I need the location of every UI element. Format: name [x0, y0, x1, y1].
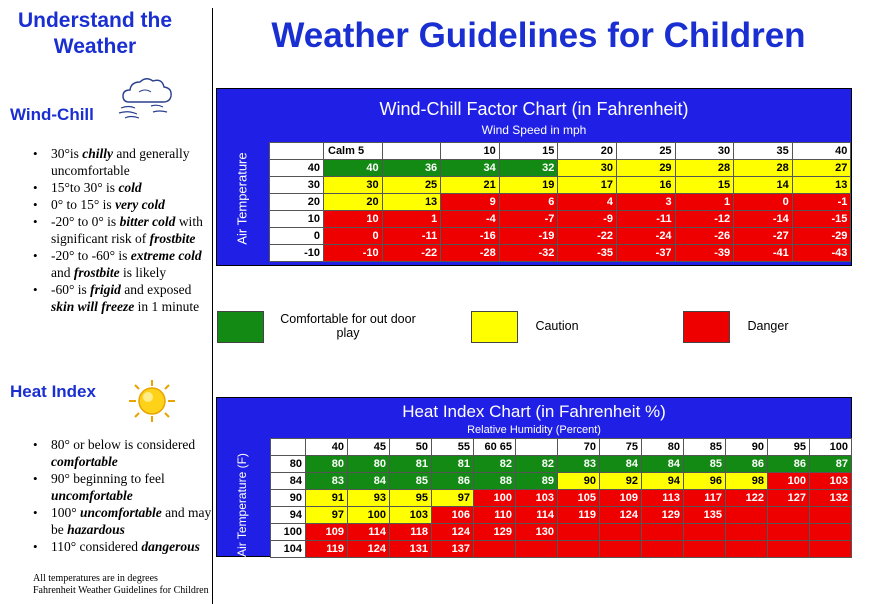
footnote	[33, 573, 209, 597]
table-cell: 129	[474, 524, 516, 541]
table-cell: 124	[600, 507, 642, 524]
table-cell: 30	[558, 160, 617, 177]
column-header: 50	[390, 439, 432, 456]
emphasis-text: chilly	[82, 146, 114, 161]
table-cell: 40	[324, 160, 383, 177]
table-cell: 0	[324, 228, 383, 245]
table-cell: 94	[642, 473, 684, 490]
table-cell: 96	[684, 473, 726, 490]
table-cell: 90	[558, 473, 600, 490]
emphasis-text: frigid	[90, 282, 121, 297]
emphasis-text: hazardous	[67, 522, 125, 537]
table-cell: 117	[684, 490, 726, 507]
column-header: 60 65	[474, 439, 516, 456]
column-header: 85	[684, 439, 726, 456]
row-label: 40	[270, 160, 324, 177]
table-cell: -26	[675, 228, 734, 245]
table-cell: -11	[382, 228, 441, 245]
legend-swatch-red	[683, 311, 730, 343]
column-header: 80	[642, 439, 684, 456]
row-label: -10	[270, 245, 324, 262]
row-label: 30	[270, 177, 324, 194]
table-cell: 32	[499, 160, 558, 177]
table-cell: -12	[675, 211, 734, 228]
column-header: 45	[348, 439, 390, 456]
footnote-line2: Fahrenheit Weather Guidelines for Children	[33, 585, 209, 596]
table-cell: 84	[600, 456, 642, 473]
emphasis-text: extreme cold	[130, 248, 202, 263]
table-cell: 100	[348, 507, 390, 524]
table-cell: 100	[768, 473, 810, 490]
bullet-text: and	[51, 265, 74, 280]
table-cell: 88	[474, 473, 516, 490]
table-cell	[768, 507, 810, 524]
footnote-line1: All temperatures are in degrees	[33, 573, 158, 584]
table-cell: 25	[382, 177, 441, 194]
table-cell: 85	[684, 456, 726, 473]
table-cell: 0	[734, 194, 793, 211]
emphasis-text: frostbite	[149, 231, 196, 246]
table-cell: 137	[432, 541, 474, 558]
table-cell: 3	[616, 194, 675, 211]
table-cell: 4	[558, 194, 617, 211]
table-cell: -11	[616, 211, 675, 228]
table-cell: -16	[441, 228, 500, 245]
row-label: 84	[271, 473, 306, 490]
header-row	[271, 439, 852, 456]
table-cell	[600, 541, 642, 558]
divider	[212, 8, 213, 604]
column-header: 40	[792, 143, 851, 160]
legend-label-danger: Danger	[747, 319, 789, 333]
table-cell	[600, 524, 642, 541]
column-header: 25	[616, 143, 675, 160]
column-header: 95	[768, 439, 810, 456]
row-label: 94	[271, 507, 306, 524]
table-cell: 86	[768, 456, 810, 473]
table-cell: 124	[348, 541, 390, 558]
table-cell: 28	[734, 160, 793, 177]
column-header: 30	[675, 143, 734, 160]
table-cell: -1	[792, 194, 851, 211]
table-cell: 127	[768, 490, 810, 507]
corner-cell	[271, 439, 306, 456]
emphasis-text: comfortable	[51, 454, 118, 469]
table-cell	[810, 541, 852, 558]
row-label: 10	[270, 211, 324, 228]
column-header: 55	[432, 439, 474, 456]
column-header: 35	[734, 143, 793, 160]
table-cell: 114	[348, 524, 390, 541]
bullet-text: 110° considered	[51, 539, 142, 554]
wind-chill-table	[269, 142, 851, 262]
table-cell: 28	[675, 160, 734, 177]
table-cell: -41	[734, 245, 793, 262]
table-cell: -24	[616, 228, 675, 245]
emphasis-text: skin will freeze	[51, 299, 135, 314]
heat-index-title: Heat Index Chart (in Fahrenheit %)	[402, 402, 666, 421]
heat-index-heading: Heat Index	[10, 382, 96, 401]
bullet-text: is likely	[119, 265, 167, 280]
row-label: 20	[270, 194, 324, 211]
table-cell: 113	[642, 490, 684, 507]
bullet-text: 100°	[51, 505, 81, 520]
legend-label-comfortable-line1: Comfortable for out door	[280, 312, 416, 326]
table-cell: 131	[390, 541, 432, 558]
row-label: 0	[270, 228, 324, 245]
bullet-text: 90° beginning to feel	[51, 471, 165, 486]
table-cell: 20	[324, 194, 383, 211]
table-row	[271, 507, 852, 524]
table-cell: -27	[734, 228, 793, 245]
table-cell: -14	[734, 211, 793, 228]
table-cell: 82	[474, 456, 516, 473]
table-cell: 84	[348, 473, 390, 490]
table-cell: 83	[558, 456, 600, 473]
table-row	[270, 245, 851, 262]
table-row	[270, 160, 851, 177]
bullet-item	[30, 281, 212, 315]
heat-index-subtitle: Relative Humidity (Percent)	[467, 424, 601, 436]
column-header: 40	[306, 439, 348, 456]
table-cell: 84	[642, 456, 684, 473]
table-cell: 119	[558, 507, 600, 524]
table-cell: 1	[382, 211, 441, 228]
table-cell: 106	[432, 507, 474, 524]
table-cell: 103	[810, 473, 852, 490]
column-header	[516, 439, 558, 456]
row-label: 100	[271, 524, 306, 541]
table-cell: 81	[390, 456, 432, 473]
table-cell: 81	[432, 456, 474, 473]
table-cell: -29	[792, 228, 851, 245]
table-cell: -22	[558, 228, 617, 245]
table-cell: 85	[390, 473, 432, 490]
table-cell: 89	[516, 473, 558, 490]
table-cell: 83	[306, 473, 348, 490]
table-cell: 132	[810, 490, 852, 507]
legend-swatch-green	[217, 311, 264, 343]
table-cell: -43	[792, 245, 851, 262]
table-cell: 93	[348, 490, 390, 507]
table-cell: -15	[792, 211, 851, 228]
bullet-item	[30, 213, 212, 247]
emphasis-text: cold	[118, 180, 142, 195]
table-cell: 103	[516, 490, 558, 507]
table-cell	[768, 541, 810, 558]
emphasis-text: bitter cold	[119, 214, 176, 229]
table-cell: 87	[810, 456, 852, 473]
page-title: Weather Guidelines for Children	[271, 16, 806, 55]
table-cell	[810, 524, 852, 541]
bullet-text: and may be	[51, 505, 212, 537]
bullet-text: 30°is	[51, 146, 83, 161]
table-cell	[516, 541, 558, 558]
table-cell: -19	[499, 228, 558, 245]
bullet-text: with significant risk of	[51, 214, 203, 246]
bullet-item	[30, 436, 212, 470]
table-row	[271, 456, 852, 473]
table-cell: 1	[675, 194, 734, 211]
bullet-text: -20° to 0° is	[51, 214, 120, 229]
table-cell: 80	[306, 456, 348, 473]
table-cell: 95	[390, 490, 432, 507]
table-cell: 30	[324, 177, 383, 194]
table-cell: 27	[792, 160, 851, 177]
table-cell: 29	[616, 160, 675, 177]
wind-chill-subtitle: Wind Speed in mph	[481, 123, 587, 137]
column-header: 75	[600, 439, 642, 456]
heat-index-panel	[216, 397, 852, 557]
bullet-item	[30, 196, 212, 213]
table-cell	[642, 541, 684, 558]
table-row	[271, 541, 852, 558]
table-cell: 36	[382, 160, 441, 177]
wind-chill-side-label: Air Temperature	[234, 152, 250, 245]
bullet-item	[30, 538, 212, 555]
table-cell: -10	[324, 245, 383, 262]
table-cell	[558, 541, 600, 558]
column-header: 90	[726, 439, 768, 456]
sun-icon	[126, 378, 178, 424]
table-cell: 13	[792, 177, 851, 194]
table-cell	[726, 507, 768, 524]
table-cell: 130	[516, 524, 558, 541]
legend-label-comfortable-line2: play	[336, 326, 360, 340]
bullet-text: -20° to -60° is	[51, 248, 131, 263]
table-cell: 118	[390, 524, 432, 541]
table-cell	[642, 524, 684, 541]
table-cell: -9	[558, 211, 617, 228]
wind-chill-bullet-list	[30, 145, 212, 315]
table-cell: 21	[441, 177, 500, 194]
table-cell: -37	[616, 245, 675, 262]
column-header: Calm 5	[324, 143, 383, 160]
table-cell: 119	[306, 541, 348, 558]
table-cell	[684, 541, 726, 558]
table-cell: 97	[306, 507, 348, 524]
legend-label-comfortable	[268, 312, 428, 340]
table-cell: 15	[675, 177, 734, 194]
bullet-item	[30, 179, 212, 196]
legend-label-caution: Caution	[535, 319, 579, 333]
bullet-text: -60° is	[51, 282, 91, 297]
heat-index-side-label: Air Temperature (F)	[235, 453, 249, 557]
bullet-item	[30, 470, 212, 504]
table-cell: 6	[499, 194, 558, 211]
wind-chill-heading: Wind-Chill	[10, 105, 94, 124]
table-cell: 16	[616, 177, 675, 194]
column-header: 20	[558, 143, 617, 160]
column-header: 15	[499, 143, 558, 160]
table-cell: 124	[432, 524, 474, 541]
column-header	[382, 143, 441, 160]
table-row	[270, 211, 851, 228]
bullet-item	[30, 247, 212, 281]
table-cell: 10	[324, 211, 383, 228]
wind-chill-panel	[216, 88, 852, 266]
row-label: 80	[271, 456, 306, 473]
bullet-item	[30, 504, 212, 538]
column-header: 70	[558, 439, 600, 456]
table-cell: 80	[348, 456, 390, 473]
table-cell: -39	[675, 245, 734, 262]
table-cell: 135	[684, 507, 726, 524]
table-cell: 105	[558, 490, 600, 507]
header-row	[270, 143, 851, 160]
table-cell: 9	[441, 194, 500, 211]
table-cell: 91	[306, 490, 348, 507]
table-cell	[726, 524, 768, 541]
table-cell: 13	[382, 194, 441, 211]
table-cell: 103	[390, 507, 432, 524]
table-cell: -4	[441, 211, 500, 228]
table-cell: -28	[441, 245, 500, 262]
table-cell: 129	[642, 507, 684, 524]
table-cell: 17	[558, 177, 617, 194]
cloud-wind-icon	[115, 72, 177, 122]
emphasis-text: uncomfortable	[51, 488, 133, 503]
table-row	[270, 194, 851, 211]
table-cell: 114	[516, 507, 558, 524]
sidebar-title	[0, 8, 190, 60]
table-cell: 109	[306, 524, 348, 541]
emphasis-text: frostbite	[73, 265, 120, 280]
table-cell: 98	[726, 473, 768, 490]
column-header: 10	[441, 143, 500, 160]
heat-index-bullet-list	[30, 436, 212, 555]
bullet-item	[30, 145, 212, 179]
table-cell: 14	[734, 177, 793, 194]
table-cell: -7	[499, 211, 558, 228]
table-cell: -22	[382, 245, 441, 262]
bullet-text: and generally uncomfortable	[51, 146, 190, 178]
wind-chill-title: Wind-Chill Factor Chart (in Fahrenheit)	[379, 99, 689, 119]
table-cell: 86	[726, 456, 768, 473]
sidebar-title-line2: Weather	[53, 35, 137, 58]
table-row	[271, 524, 852, 541]
table-cell: 110	[474, 507, 516, 524]
table-cell: -32	[499, 245, 558, 262]
emphasis-text: uncomfortable	[80, 505, 162, 520]
table-cell: 82	[516, 456, 558, 473]
bullet-text: and exposed	[120, 282, 192, 297]
table-cell: 86	[432, 473, 474, 490]
heat-index-table	[270, 438, 852, 558]
table-cell: 122	[726, 490, 768, 507]
table-cell: 92	[600, 473, 642, 490]
table-cell: 19	[499, 177, 558, 194]
table-cell: 34	[441, 160, 500, 177]
row-label: 104	[271, 541, 306, 558]
table-cell: 97	[432, 490, 474, 507]
bullet-text: 15°to 30° is	[51, 180, 119, 195]
table-cell: 100	[474, 490, 516, 507]
table-row	[271, 473, 852, 490]
column-header: 100	[810, 439, 852, 456]
sidebar-title-line1: Understand the	[17, 9, 172, 32]
legend-swatch-yellow	[471, 311, 518, 343]
corner-cell	[270, 143, 324, 160]
bullet-text: 80° or below is considered	[51, 437, 196, 452]
table-cell	[810, 507, 852, 524]
table-row	[270, 177, 851, 194]
table-cell	[726, 541, 768, 558]
table-cell: -35	[558, 245, 617, 262]
table-cell	[768, 524, 810, 541]
table-row	[270, 228, 851, 245]
row-label: 90	[271, 490, 306, 507]
bullet-text: 0° to 15° is	[51, 197, 116, 212]
bullet-text: in 1 minute	[134, 299, 200, 314]
table-cell	[684, 524, 726, 541]
table-row	[271, 490, 852, 507]
emphasis-text: dangerous	[141, 539, 200, 554]
table-cell	[558, 524, 600, 541]
emphasis-text: very cold	[115, 197, 165, 212]
table-cell	[474, 541, 516, 558]
table-cell: 109	[600, 490, 642, 507]
